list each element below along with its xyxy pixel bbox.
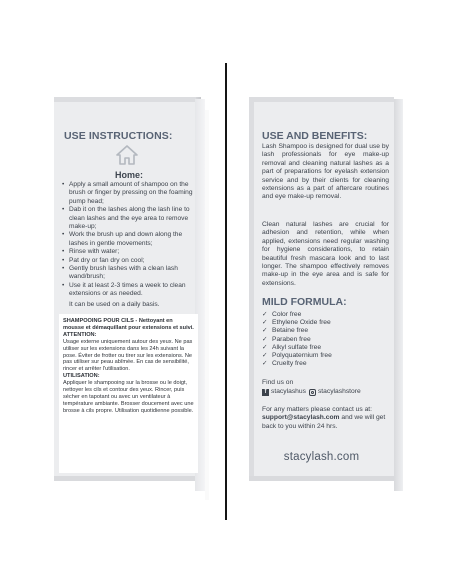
check-icon: ✓ — [262, 319, 268, 327]
instagram-handle: stacylashstore — [317, 388, 361, 395]
list-item: ✓ Betaine free — [262, 327, 309, 335]
list-item: ✓ Alkyl sulfate free — [262, 343, 322, 351]
list-item: • Gently brush lashes with a clean lash wand/brush; — [62, 265, 178, 281]
check-icon: ✓ — [262, 343, 268, 351]
support-email: support@stacylash.com — [262, 414, 340, 422]
facebook-icon: f — [262, 389, 269, 396]
facebook-handle: stacylashus — [271, 388, 306, 395]
list-item: ✓ Color free — [262, 311, 302, 318]
check-icon: ✓ — [262, 327, 268, 335]
right-box-side — [394, 99, 403, 491]
use-instructions-heading: USE INSTRUCTIONS: — [64, 130, 173, 142]
social-handles — [262, 388, 394, 396]
list-item: • Apply a small amount of shampoo on the brush or finger by pressing on the foaming pump head; — [62, 181, 193, 205]
french-label-text — [63, 318, 195, 415]
french-attention-text: Usage externe uniquement autour des yeux. Ne pas utiliser sur les extensions dans les 24h suivant la pose. Éviter de frotter ou tirer sur les extensions. Ne pas utiliser sur peau abîmée. En cas de sensibilité, rincer et arrêter l'utilisation. — [63, 338, 193, 373]
check-icon: ✓ — [262, 335, 268, 343]
list-item: • Dab it on the lashes along the lash line to clean lashes and the eye area to remove make-up; — [62, 206, 190, 231]
check-icon: ✓ — [262, 311, 268, 318]
list-item: ✓ Paraben free — [262, 335, 311, 343]
french-attention-label: ATTENTION: — [63, 331, 97, 338]
home-title: Home: — [114, 170, 143, 180]
formula-list — [262, 311, 390, 368]
list-item: • Pat dry or fan dry on cool; — [62, 256, 145, 264]
daily-use-note: It can be used on a daily basis. — [69, 301, 160, 308]
list-item: ✓ Ethylene Oxide free — [262, 319, 331, 327]
use-and-benefits-heading: USE AND BENEFITS: — [262, 130, 368, 142]
benefits-paragraph-1: Lash Shampoo is designed for dual use by lash professionals for eye make-up removal and cleaning natural lashes as a part of preparations for eyelash extension service and by their clients for cleaning extensions as a part of aftercare routines and eye make-up removal. — [262, 143, 389, 201]
center-divider-line — [225, 63, 227, 520]
list-item: ✓ Cruelty free — [262, 360, 307, 368]
list-item: • Work the brush up and down along the lashes in gentle movements; — [62, 231, 183, 247]
find-us-label: Find us on — [262, 379, 294, 386]
home-icon — [116, 145, 138, 165]
list-item: • Rinse with water; — [62, 248, 120, 256]
contact-text: For any matters please contact us at: support@stacylash.com and we will get back to you within 24 hrs. — [262, 406, 386, 430]
list-item: • Use it at least 2-3 times a week to clean extensions or as needed. — [62, 281, 186, 298]
brand-url: stacylash.com — [283, 451, 360, 463]
check-icon: ✓ — [262, 352, 268, 360]
instagram-icon — [309, 389, 316, 396]
french-usage-text: Appliquer le shampooing sur la brosse ou le doigt, nettoyer les cils et contour des yeux. Rincer, puis sécher en tapotant ou avec un ventilateur à température ambiante. Brosser doucement avec une brosse à cils propre. Utilisation quotidienne possible. — [63, 380, 194, 414]
mild-formula-heading: MILD FORMULA: — [262, 296, 347, 308]
instruction-steps-list — [62, 181, 196, 299]
french-usage-label: UTILISATION: — [63, 373, 100, 380]
benefits-paragraph-2: Clean natural lashes are crucial for adhesion and retention, while when applied, extensions need regular washing for hygiene considerations, to retain beautiful fresh mascara look and to last longer. The shampoo effectively removes make-up in the eye area and is safe for extensions. — [262, 221, 389, 287]
list-item: ✓ Polyquaternium free — [262, 352, 332, 360]
french-title: SHAMPOOING POUR CILS - Nettoyant en mousse et démaquillant pour extensions et suivi. — [63, 318, 194, 331]
check-icon: ✓ — [262, 360, 268, 368]
